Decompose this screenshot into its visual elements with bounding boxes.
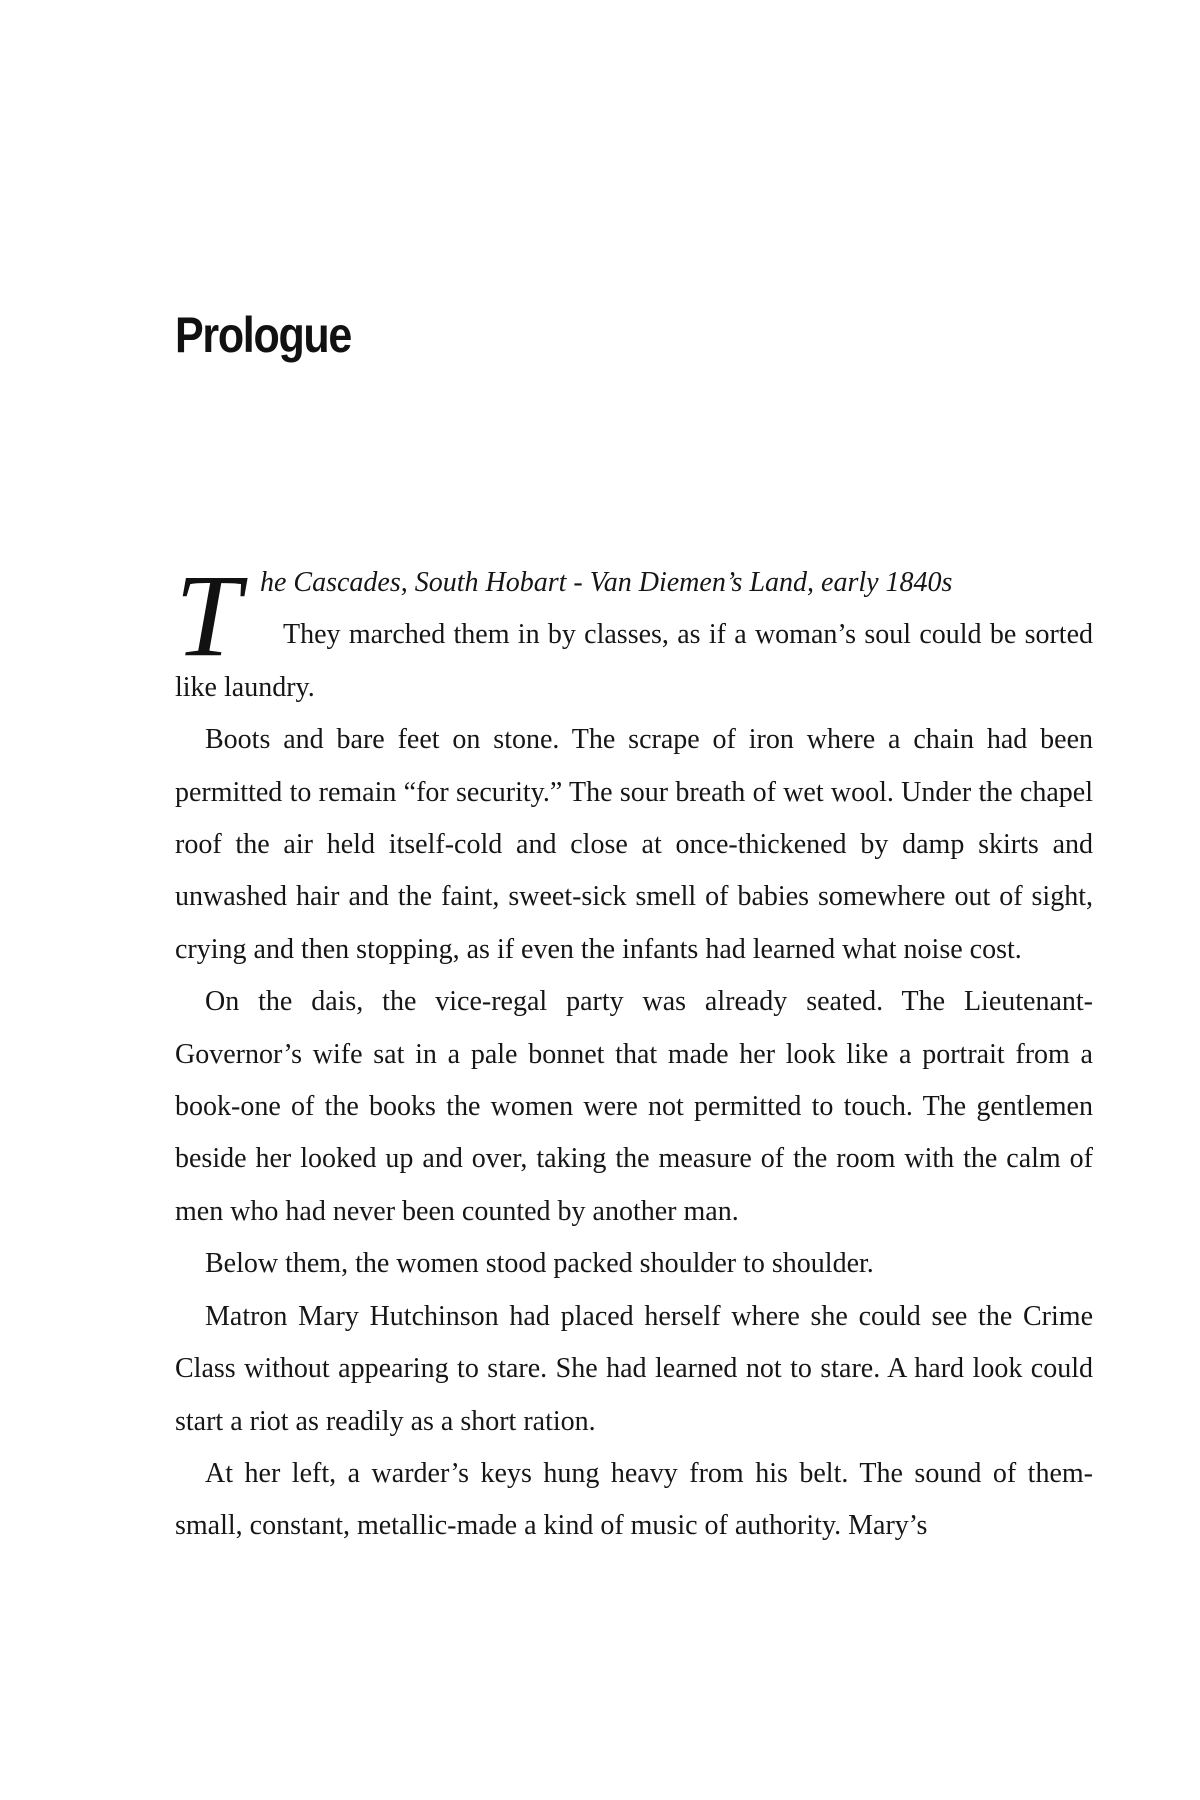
chapter-title: Prologue bbox=[175, 307, 352, 363]
paragraph: Below them, the women stood packed shoulder to shoulder. bbox=[205, 1248, 874, 1280]
paragraph: Matron Mary Hutchinson had placed herself where she could see the Crime Class without appearing to stare. She had learned not to stare. A hard look could start a riot as readily as a short ration. bbox=[175, 1300, 1093, 1437]
paragraph: On the dais, the vice-regal party was already seated. The Lieutenant-Governor’s wife sat in a pale bonnet that made her look like a portrait from a book-one of the books the women were not permitted to touch. The gentlemen beside her looked up and over, taking the measure of the room with the calm of men who had never been counted by another man. bbox=[175, 986, 1093, 1227]
paragraph: At her left, a warder’s keys hung heavy from his belt. The sound of them-small, constant, metallic-made a kind of music of authority. Mary’s bbox=[175, 1457, 1093, 1542]
paragraph: Boots and bare feet on stone. The scrape of iron where a chain had been permitted to remain “for security.” The sour breath of wet wool. Under the chapel roof the air held itself-cold and close at once-thickened by damp skirts and unwashed hair and the faint, sweet-sick smell of babies somewhere out of sight, crying and then stopping, as if even the infants had learned what noise cost. bbox=[175, 724, 1093, 965]
paragraph: They marched them in by classes, as if a woman’s soul could be sorted like laundry. bbox=[175, 619, 1093, 703]
drop-cap: T bbox=[175, 550, 241, 681]
chapter-subtitle: he Cascades, South Hobart - Van Diemen’s Land, early 1840s bbox=[260, 567, 953, 598]
chapter-body bbox=[175, 550, 1093, 1553]
